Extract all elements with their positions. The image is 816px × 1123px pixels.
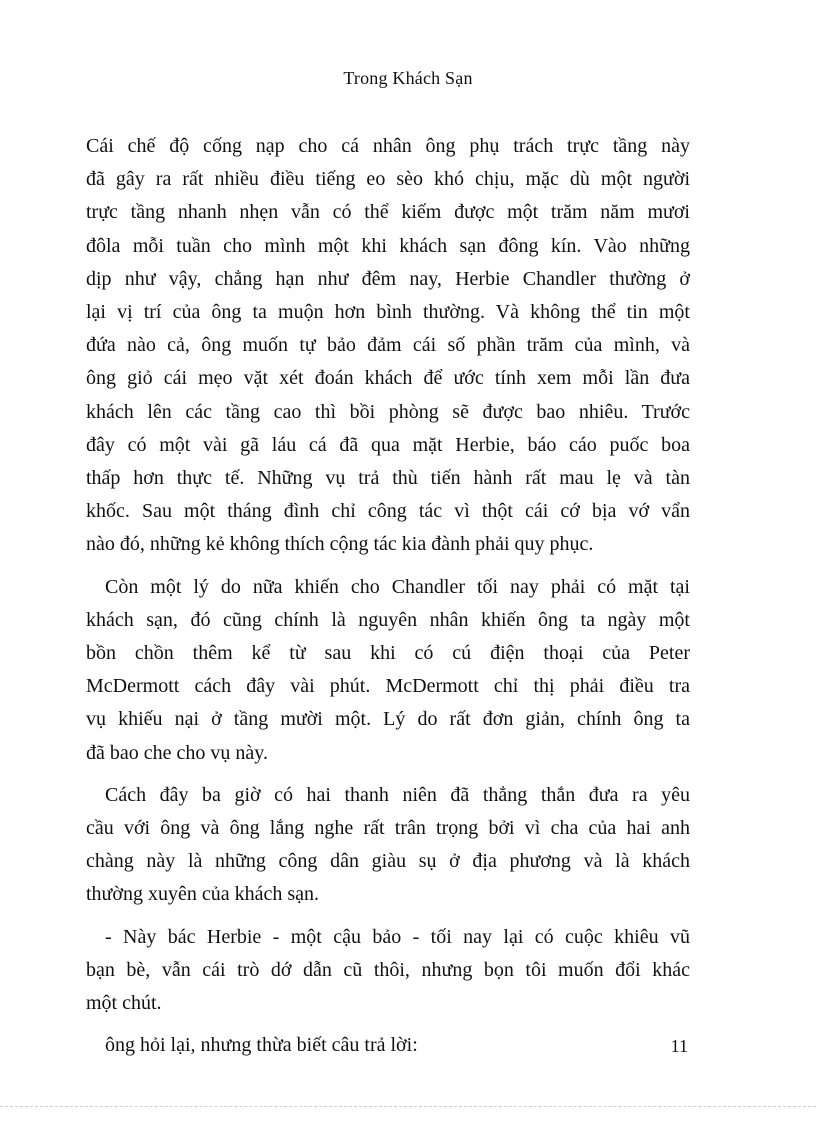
- page-number: 11: [670, 1036, 688, 1056]
- paragraph-5: [86, 1029, 690, 1062]
- text-line: Cách đây ba giờ có hai thanh niên đã thẳng thắn đưa ra yêu: [105, 783, 690, 806]
- text-line: một chút.: [86, 992, 162, 1015]
- text-line: McDermott cách đây vài phút. McDermott chỉ thị phải điều tra: [86, 675, 690, 698]
- text-line: thấp hơn thực tế. Những vụ trả thù tiến hành rất mau lẹ và tàn: [86, 467, 690, 490]
- body-text: [86, 130, 690, 1071]
- text-line: khách lên các tầng cao thì bồi phòng sẽ được bao nhiêu. Trước: [86, 400, 690, 423]
- paragraph-2: [86, 571, 690, 770]
- text-line: thường xuyên của khách sạn.: [86, 883, 320, 906]
- text-line: đây có một vài gã láu cá đã qua mặt Herbie, báo cáo puốc boa: [86, 433, 690, 456]
- text-line: đã bao che cho vụ này.: [86, 741, 268, 764]
- text-line: đứa nào cả, ông muốn tự bảo đảm cái số phần trăm của mình, và: [86, 334, 690, 357]
- text-line: Cái chế độ cống nạp cho cá nhân ông phụ trách trực tầng này: [86, 135, 690, 157]
- page-bottom-rule: [0, 1106, 816, 1107]
- text-line: chàng này là những công dân giàu sụ ở địa phương và là khách: [86, 850, 690, 873]
- text-line: Còn một lý do nữa khiến cho Chandler tối nay phải có mặt tại: [105, 575, 690, 598]
- text-line: bạn bè, vẫn cái trò dớ dẫn cũ thôi, nhưng bọn tôi muốn đổi khác: [86, 958, 690, 981]
- text-line: - Này bác Herbie - một cậu bảo - tối nay lại có cuộc khiêu vũ: [105, 925, 690, 948]
- text-line: đôla mỗi tuần cho mình một khi khách sạn đông kín. Vào những: [86, 234, 690, 257]
- text-line: ông hỏi lại, nhưng thừa biết câu trả lời:: [105, 1034, 418, 1057]
- text-line: đã gây ra rất nhiều điều tiếng eo sèo khó chịu, mặc dù một người: [86, 168, 690, 191]
- text-line: khốc. Sau một tháng đình chỉ công tác vì thột cái cớ bịa vớ vẩn: [86, 500, 690, 523]
- text-line: trực tầng nhanh nhẹn vẫn có thể kiếm được một trăm năm mươi: [86, 201, 690, 224]
- text-line: vụ khiếu nại ở tầng mười một. Lý do rất đơn giản, chính ông ta: [86, 708, 690, 731]
- running-header: Trong Khách Sạn: [343, 68, 473, 88]
- paragraph-1: [86, 130, 690, 562]
- paragraph-4: [86, 921, 690, 1021]
- paragraph-3: [86, 779, 690, 912]
- text-line: cầu với ông và ông lắng nghe rất trân trọng bởi vì cha của hai anh: [86, 817, 690, 840]
- text-line: dịp như vậy, chẳng hạn như đêm nay, Herbie Chandler thường ở: [86, 267, 690, 290]
- text-line: ông giỏ cái mẹo vặt xét đoán khách để ước tính xem mỗi lần đưa: [86, 367, 690, 390]
- text-line: lại vị trí của ông ta muộn hơn bình thường. Và không thể tin một: [86, 301, 690, 324]
- text-line: bồn chồn thêm kể từ sau khi có cú điện thoại của Peter: [86, 642, 690, 665]
- text-line: nào đó, những kẻ không thích cộng tác kia đành phải quy phục.: [86, 533, 594, 556]
- text-line: khách sạn, đó cũng chính là nguyên nhân khiến ông ta ngày một: [86, 608, 690, 631]
